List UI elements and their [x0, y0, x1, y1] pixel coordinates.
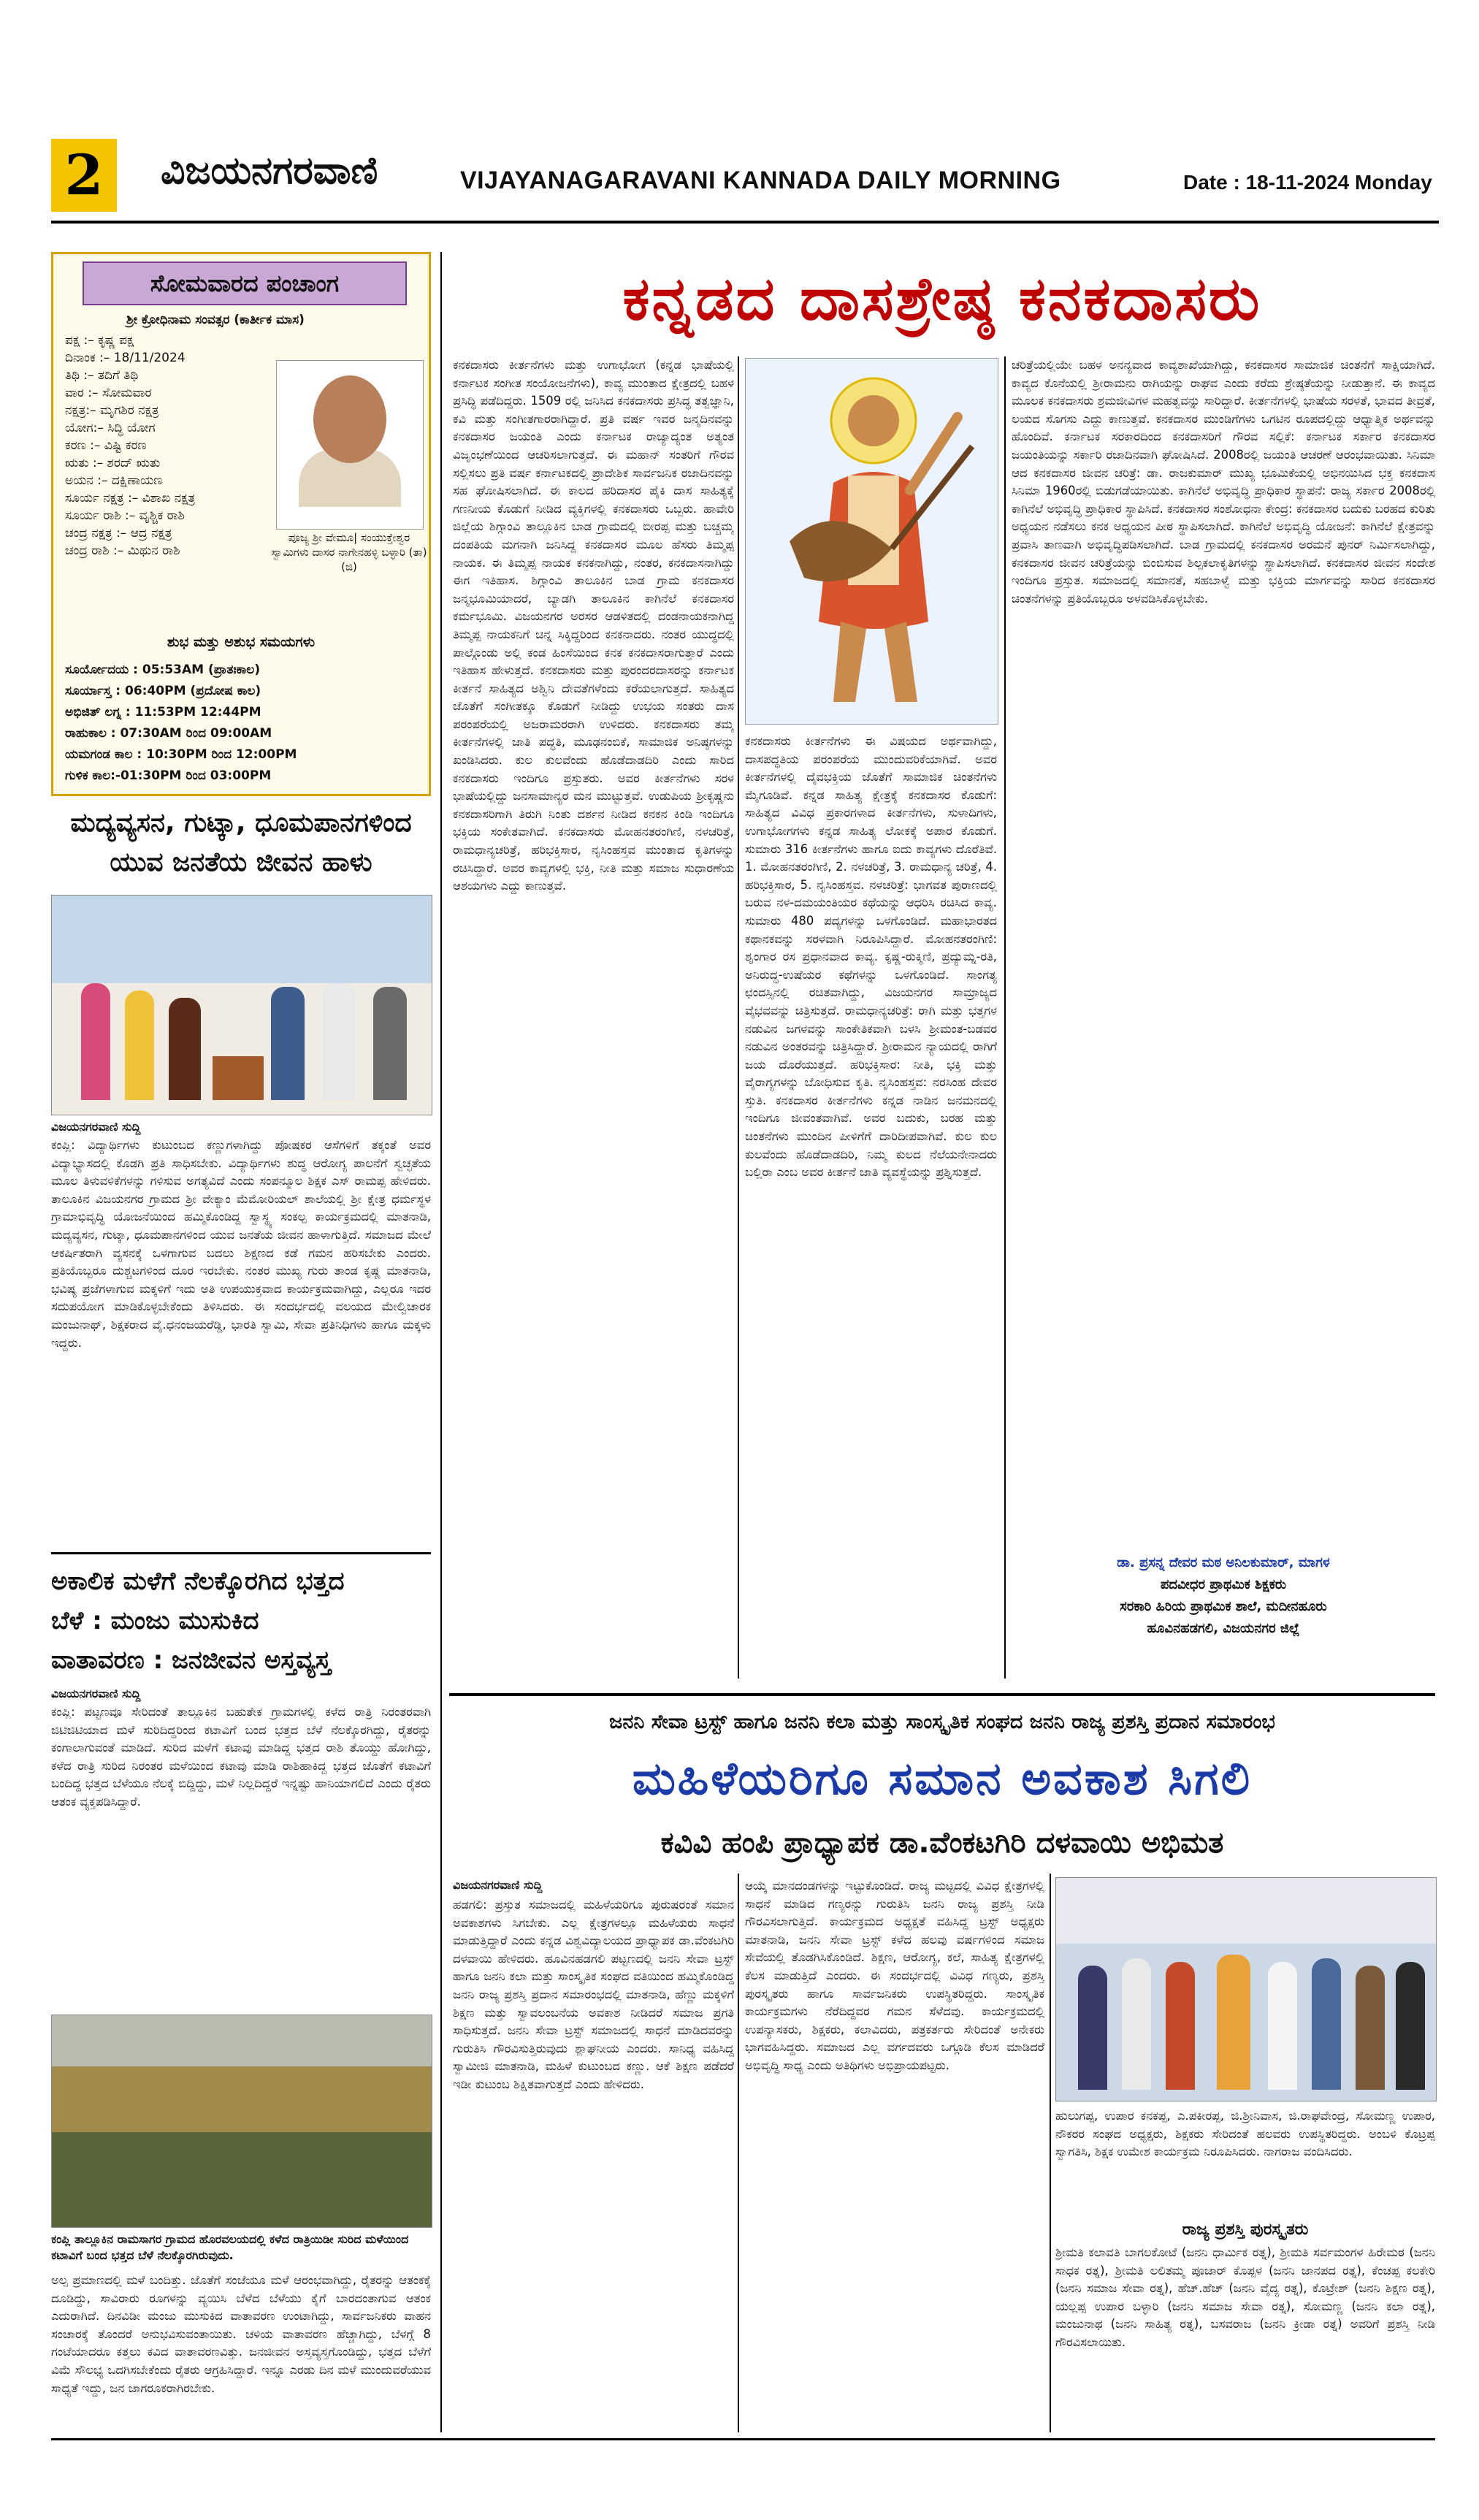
panchanga-line: ಚಂದ್ರ ನಕ್ಷತ್ರ :– ಆದ್ರ ನಕ್ಷತ್ರ	[65, 526, 172, 541]
kanakadasa-column-3: ಚರಿತ್ರೆಯಲ್ಲಿಯೇ ಬಹಳ ಅನನ್ಯವಾದ ಕಾವ್ಯಶಾಖೆಯಾಗಿದ್ದು, ಕನಕದಾಸರ ಸಾಮಾಜಿಕ ಚಿಂತನೆಗೆ ಸಾಕ್ಷಿಯಾಗಿದೆ. ಕಾವ್ಯದ ಕೊನೆಯಲ್ಲಿ ಶ್ರೀರಾಮನು ರಾಗಿಯನ್ನು ರಾಘವ ಎಂದು ಕರೆದು ಶ್ರೇಷ್ಠತೆಯನ್ನು ನೀಡುತ್ತಾನೆ. ಈ ಕಾವ್ಯದ ಮೂಲಕ ಕನಕದಾಸರು ಶ್ರಮಜೀವಿಗಳ ಮಹತ್ವವನ್ನು ಸಾರಿದ್ದಾರೆ. ಕೀರ್ತನೆಗಳಲ್ಲಿ ಭಾಷೆಯ ಸರಳತೆ, ಭಾವದ ತೀವ್ರತೆ, ಲಯದ ಸೊಗಸು ಎದ್ದು ಕಾಣುತ್ತವೆ. ಕನಕದಾಸರ ಮುಂಡಿಗೆಗಳು ಒಗಟಿನ ರೂಪದಲ್ಲಿದ್ದು ಆಧ್ಯಾತ್ಮಿಕ ಅರ್ಥವನ್ನು ಹೊಂದಿವೆ. ಕರ್ನಾಟಕ ಸರಕಾರದಿಂದ ಕನಕದಾಸರಿಗೆ ಗೌರವ ಸಲ್ಲಿಕೆ: ಕರ್ನಾಟಕ ಸರ್ಕಾರ ಕನಕದಾಸರ ಜಯಂತಿಯನ್ನು ಸರ್ಕಾರಿ ರಜಾದಿನವಾಗಿ ಘೋಷಿಸಿದೆ. 2008ರಲ್ಲಿ ಜಯಂತಿ ಆಚರಣೆ ಆರಂಭವಾಯಿತು. ಸಿನಿಮಾ ಆದ ಕನಕದಾಸರ ಜೀವನ ಚರಿತ್ರೆ: ಡಾ. ರಾಜಕುಮಾರ್ ಮುಖ್ಯ ಭೂಮಿಕೆಯಲ್ಲಿ ಅಭಿನಯಿಸಿದ ಭಕ್ತ ಕನಕದಾಸ ಸಿನಿಮಾ 1960ರಲ್ಲಿ ಬಿಡುಗಡೆಯಾಯಿತು. ಕಾಗಿನೆಲೆ ಅಭಿವೃದ್ಧಿ ಪ್ರಾಧಿಕಾರ ಸ್ಥಾಪನೆ: ರಾಜ್ಯ ಸರ್ಕಾರ 2008ರಲ್ಲಿ ಕಾಗಿನೆಲೆ ಅಭಿವೃದ್ಧಿ ಪ್ರಾಧಿಕಾರ ಸ್ಥಾಪಿಸಿದೆ. ಕನಕದಾಸರ ಸಂಶೋಧನಾ ಕೇಂದ್ರ: ಕನಕದಾಸರ ಬದುಕು ಬರಹದ ಕುರಿತು ಅಧ್ಯಯನ ನಡೆಸಲು ಕನಕ ಅಧ್ಯಯನ ಪೀಠ ಸ್ಥಾಪಿಸಲಾಗಿದೆ. ಕಾಗಿನೆಲೆ ಅಭಿವೃದ್ಧಿ ಯೋಜನೆ: ಕಾಗಿನೆಲೆ ಕ್ಷೇತ್ರವನ್ನು ಪ್ರವಾಸಿ ತಾಣವಾಗಿ ಅಭಿವೃದ್ಧಿಪಡಿಸಲಾಗಿದೆ. ಬಾಡ ಗ್ರಾಮದಲ್ಲಿ ಕನಕದಾಸರ ಅರಮನೆ ಪುನರ್ ನಿರ್ಮಿಸಲಾಗಿದ್ದು, ಕನಕದಾಸರ ಜೀವನ ಚರಿತ್ರೆಯನ್ನು ಬಿಂಬಿಸುವ ಶಿಲ್ಪಕಲಾಕೃತಿಗಳನ್ನು ಸ್ಥಾಪಿಸಲಾಗಿದೆ. ಕನಕದಾಸರ ಜೀವನ ಸಂದೇಶ ಇಂದಿಗೂ ಪ್ರಸ್ತುತ. ಸಮಾಜದಲ್ಲಿ ಸಮಾನತೆ, ಸಹಬಾಳ್ವೆ ಮತ್ತು ಭಕ್ತಿಯ ಮಾರ್ಗವನ್ನು ಸಾರಿದ ಕನಕದಾಸರ ಚಿಂತನೆಗಳನ್ನು ಪ್ರತಿಯೊಬ್ಬರೂ ಅಳವಡಿಸಿಕೊಳ್ಳಬೇಕು.	[1012, 358, 1435, 606]
kanakadasa-col-divider	[738, 356, 739, 1679]
panchanga-title: ಸೋಮವಾರದ ಪಂಚಾಂಗ	[83, 261, 407, 305]
swamiji-photo	[276, 360, 424, 530]
panchanga-line: ಋತು :– ಶರದ್ ಋತು	[65, 456, 161, 470]
youth-story-headline	[51, 803, 431, 882]
rain-story-headline	[51, 1562, 431, 1680]
panchanga-line: ದಿನಾಂಕ :– 18/11/2024	[65, 351, 186, 365]
time-sunrise: ಸೂರ್ಯೋದಯ : 05:53AM (ಪ್ರಾತಃಕಾಲ)	[65, 663, 261, 677]
women-story-subheadline: ಕವಿವಿ ಹಂಪಿ ಪ್ರಾಧ್ಯಾಪಕ ಡಾ.ವೆಂಕಟಗಿರಿ ದಳವಾಯಿ ಅಭಿಮತ	[660, 1826, 1224, 1860]
panchanga-line: ಪಕ್ಷ :– ಕೃಷ್ಣ ಪಕ್ಷ	[65, 333, 134, 348]
youth-story-photo	[51, 895, 432, 1115]
women-story-column-3: ಹುಲುಗಪ್ಪ, ಉಪಾರ ಕನಕಪ್ಪ, ಎ.ಪಕೀರಪ್ಪ, ಜಿ.ಶ್ರೀನಿವಾಸ, ಜಿ.ರಾಘವೇಂದ್ರ, ಸೋಮಣ್ಣ ಉಪಾರ, ನೌಕರರ ಸಂಘದ ಅಧ್ಯಕ್ಷರು, ಶಿಕ್ಷಕರು ಸೇರಿದಂತೆ ಹಲವರು ಉಪಸ್ಥಿತರಿದ್ದರು. ಅಂಬಳಿ ಕೊಟ್ರಪ್ಪ ಸ್ವಾಗತಿಸಿ, ಶಿಕ್ಷಕ ಉಮೇಶ ಕಾರ್ಯಕ್ರಮ ನಿರೂಪಿಸಿದರು. ನಾಗರಾಜ ವಂದಿಸಿದರು.	[1055, 2109, 1435, 2159]
person-shape	[1312, 1958, 1341, 2090]
women-col-divider	[1050, 1874, 1051, 2432]
women-story-photo	[1055, 1877, 1437, 2101]
issue-date: Date : 18-11-2024 Monday	[1183, 171, 1432, 194]
stage-backdrop-shape	[1056, 1878, 1436, 1944]
women-story-kicker: ಜನನಿ ಸೇವಾ ಟ್ರಸ್ಟ್ ಹಾಗೂ ಜನನಿ ಕಲಾ ಮತ್ತು ಸಾಂಸ್ಕೃತಿಕ ಸಂಘದ ಜನನಿ ರಾಜ್ಯ ಪ್ರಶಸ್ತಿ ಪ್ರದಾನ ಸಮಾರಂಭ	[609, 1711, 1275, 1733]
masthead-rule	[51, 221, 1439, 224]
field-shape	[52, 2132, 432, 2227]
time-yamaganda: ಯಮಗಂಡ ಕಾಲ : 10:30PM ರಿಂದ 12:00PM	[65, 747, 297, 762]
time-rahukala: ರಾಹುಕಾಲ : 07:30AM ರಿಂದ 09:00AM	[65, 726, 272, 741]
youth-headline-line: ಮದ್ಯವ್ಯಸನ, ಗುಟ್ಕಾ, ಧೂಮಪಾನಗಳಿಂದ	[70, 808, 412, 838]
person-shape	[1268, 1962, 1297, 2090]
rain-headline-line: ಅಕಾಲಿಕ ಮಳೆಗೆ ನೆಲಕ್ಕೊರಗಿದ ಭತ್ತದ	[51, 1567, 345, 1596]
panchanga-box	[51, 252, 431, 796]
women-story-headline: ಮಹಿಳೆಯರಿಗೂ ಸಮಾನ ಅವಕಾಶ ಸಿಗಲಿ	[632, 1752, 1253, 1805]
author-name: ಡಾ. ಪ್ರಸನ್ನ ದೇವರ ಮಠ ಅನಿಲಕುಮಾರ್, ಮಾಗಳ	[1117, 1555, 1330, 1570]
person-shape	[1078, 1966, 1107, 2090]
panchanga-line: ವಾರ :– ಸೋಮವಾರ	[65, 386, 152, 400]
person-shape	[81, 983, 110, 1100]
panchanga-samvatsara: ಶ್ರೀ ಕ್ರೋಧಿನಾಮ ಸಂವತ್ಸರ (ಕಾರ್ತೀಕ ಮಾಸ)	[126, 313, 305, 327]
panchanga-line: ಚಂದ್ರ ರಾಶಿ :– ಮಿಥುನ ರಾಶಿ	[65, 543, 180, 558]
panchanga-line: ಸೂರ್ಯ ನಕ್ಷತ್ರ :– ವಿಶಾಖ ನಕ್ಷತ್ರ	[65, 491, 196, 505]
panchanga-line: ಕರಣ :– ವಿಷ್ಟಿ ಕರಣ	[65, 438, 147, 453]
rain-story-byline: ವಿಜಯನಗರವಾಣಿ ಸುದ್ದಿ	[51, 1687, 141, 1700]
person-shape	[1396, 1962, 1425, 2090]
panchanga-times-title: ಶುಭ ಮತ್ತು ಅಶುಭ ಸಮಯಗಳು	[167, 634, 316, 650]
youth-story-body: ಕಂಪ್ಲಿ: ವಿದ್ಯಾರ್ಥಿಗಳು ಕುಟುಂಬದ ಕಣ್ಣುಗಳಾಗಿದ್ದು ಪೋಷಕರ ಆಸೆಗಳಿಗೆ ತಕ್ಕಂತೆ ಅವರ ವಿದ್ಯಾಭ್ಯಾಸದಲ್ಲಿ ಕೊಡಗಿ ಪ್ರತಿ ಸಾಧಿಸಬೇಕು. ವಿದ್ಯಾರ್ಥಿಗಳು ಶುದ್ಧ ಆರೋಗ್ಯ ಪಾಲನೆಗೆ ಸ್ವಚ್ಛತೆಯ ಮೂಲ ತಿಳುವಳಿಕೆಗಳನ್ನು ಗಳಿಸುವ ಅಗತ್ಯವಿದೆ ಎಂದು ಸಂಪನ್ಮೂಲ ಶಿಕ್ಷಕ ಎಸ್ ರಾಮಪ್ಪ ಹೇಳಿದರು. ತಾಲೂಕಿನ ವಿಜಯನಗರ ಗ್ರಾಮದ ಶ್ರೀ ವೇಕ್ಯಾಂ ಮೆಮೋರಿಯಲ್ ಶಾಲೆಯಲ್ಲಿ ಶ್ರೀ ಕ್ಷೇತ್ರ ಧರ್ಮಸ್ಥಳ ಗ್ರಾಮಾಭಿವೃದ್ಧಿ ಯೋಜನೆಯಿಂದ ಹಮ್ಮಿಕೊಂಡಿದ್ದ ಸ್ವಾಸ್ಥ್ಯ ಸಂಕಲ್ಪ ಕಾರ್ಯಕ್ರಮದಲ್ಲಿ ಮಾತನಾಡಿ, ಮದ್ಯವ್ಯಸನ, ಗುಟ್ಕಾ, ಧೂಮಪಾನಗಳಿಂದ ಯುವ ಜನತೆಯ ಜೀವನ ಹಾಳಾಗುತ್ತಿದೆ. ಸಮಾಜದ ಮೇಲೆ ಆಕರ್ಷಿತರಾಗಿ ವ್ಯಸನಕ್ಕೆ ಒಳಗಾಗುವ ಬದಲು ಶಿಕ್ಷಣದ ಕಡೆ ಗಮನ ಹರಿಸಬೇಕು ಎಂದರು. ಪ್ರತಿಯೊಬ್ಬರೂ ದುಶ್ಚಟಗಳಿಂದ ದೂರ ಇರಬೇಕು. ನಂತರ ಮುಖ್ಯ ಗುರು ತಾಂಡ ಕೃಷ್ಣ ಮಾತನಾಡಿ, ಭವಿಷ್ಯ ಪ್ರಜೆಗಳಾಗುವ ಮಕ್ಕಳಿಗೆ ಇದು ಅತಿ ಉಪಯುಕ್ತವಾದ ಕಾರ್ಯಕ್ರಮವಾಗಿದ್ದು, ಎಲ್ಲರೂ ಇದರ ಸದುಪಯೋಗ ಮಾಡಿಕೊಳ್ಳಬೇಕೆಂದು ತಿಳಿಸಿದರು. ಈ ಸಂದರ್ಭದಲ್ಲಿ ವಲಯದ ಮೇಲ್ವಿಚಾರಕ ಮಂಜುನಾಥ್, ಶಿಕ್ಷಕರಾದ ವೈ.ಧನಂಜಯರೆಡ್ಡಿ, ಭಾರತಿ ಸ್ವಾಮಿ, ಸೇವಾ ಪ್ರತಿನಿಧಿಗಳು ಹಾಗೂ ಮಕ್ಕಳು ಇದ್ದರು.	[51, 1138, 431, 1350]
crop-shape	[52, 2066, 432, 2132]
masthead	[51, 139, 1439, 226]
person-shape	[271, 987, 305, 1100]
kanakadasa-column-1: ಕನಕದಾಸರು ಕೀರ್ತನೆಗಳು ಮತ್ತು ಉಗಾಭೋಗ (ಕನ್ನಡ ಭಾಷೆಯಲ್ಲಿ ಕರ್ನಾಟಕ ಸಂಗೀತ ಸಂಯೋಜನೆಗಳು), ಕಾವ್ಯ ಮುಂತಾದ ಕ್ಷೇತ್ರದಲ್ಲಿ ಬಹಳ ಪ್ರಸಿದ್ಧಿ ಪಡೆದಿದ್ದರು. 1509 ರಲ್ಲಿ ಜನಿಸಿದ ಕನಕದಾಸರು ಪ್ರಸಿದ್ಧ ತತ್ವಜ್ಞಾನಿ, ಕವಿ ಮತ್ತು ಸಂಗೀತಗಾರರಾಗಿದ್ದಾರೆ. ಪ್ರತಿ ವರ್ಷ ಇವರ ಜನ್ಮದಿನವನ್ನು ಕನಕದಾಸರ ಜಯಂತಿ ಎಂದು ಕರ್ನಾಟಕ ರಾಜ್ಯಾದ್ಯಂತ ಅತ್ಯಂತ ವಿಜೃಂಭಣೆಯಿಂದ ಆಚರಿಸಲಾಗುತ್ತದೆ. ಈ ಮಹಾನ್ ಸಂತರಿಗೆ ಗೌರವ ಸಲ್ಲಿಸಲು ಪ್ರತಿ ವರ್ಷ ಕರ್ನಾಟಕದಲ್ಲಿ ಪ್ರಾದೇಶಿಕ ಸಾರ್ವಜನಿಕ ರಜಾದಿನವನ್ನು ಸಹ ಘೋಷಿಸಲಾಗಿದೆ. ಈ ಕಾಲದ ಹರಿದಾಸರ ಪೈಕಿ ದಾಸ ಸಾಹಿತ್ಯಕ್ಕೆ ಗಣನೀಯ ಕೊಡುಗೆ ನೀಡಿದ ವ್ಯಕ್ತಿಗಳಲ್ಲಿ ಕನಕದಾಸರು ಒಬ್ಬರು. ಹಾವೇರಿ ಜಿಲ್ಲೆಯ ಶಿಗ್ಗಾಂವಿ ತಾಲ್ಲೂಕಿನ ಬಾಡ ಗ್ರಾಮದಲ್ಲಿ ಬೀರಪ್ಪ ಮತ್ತು ಬಚ್ಚಮ್ಮ ದಂಪತಿಯ ಮಗನಾಗಿ ಜನಿಸಿದ್ದ ಕನಕದಾಸರ ಮೂಲ ಹೆಸರು ತಿಮ್ಮಪ್ಪ ನಾಯಕ. ಈ ತಿಮ್ಮಪ್ಪ ನಾಯಕ ಕನಕನಾಗಿದ್ದು, ನಂತರ, ಕನಕದಾಸನಾಗಿದ್ದು ಈಗ ಇತಿಹಾಸ. ಶಿಗ್ಗಾಂವಿ ತಾಲೂಕಿನ ಬಾಡ ಗ್ರಾಮ ಕನಕದಾಸರ ಜನ್ಮಭೂಮಿಯಾದರೆ, ಬ್ಯಾಡಗಿ ತಾಲೂಕಿನ ಕಾಗಿನೆಲೆ ಕನಕದಾಸರ ಕರ್ಮಭೂಮಿ. ವಿಜಯನಗರ ಅರಸರ ಆಡಳಿತದಲ್ಲಿ ದಂಡನಾಯಕನಾಗಿದ್ದ ತಿಮ್ಮಪ್ಪ ನಾಯಕನಿಗೆ ಚಿನ್ನ ಸಿಕ್ಕಿದ್ದರಿಂದ ಕನಕನಾದರು. ನಂತರ ಯುದ್ಧದಲ್ಲಿ ಪಾಲ್ಗೊಂಡು ಅಲ್ಲಿ ಕಂಡ ಹಿಂಸೆಯಿಂದ ಕನಕ ಕನಕದಾಸರಾಗುತ್ತಾರೆ ಎಂದು ಇತಿಹಾಸ ಹೇಳುತ್ತದೆ. ಕನಕದಾಸರು ಮತ್ತು ಪುರಂದರದಾಸರನ್ನು ಕರ್ನಾಟಕ ಕೀರ್ತನೆ ಸಾಹಿತ್ಯದ ಅಶ್ವಿನಿ ದೇವತೆಗಳೆಂದು ಕರೆಯಲಾಗುತ್ತದೆ. ಸಾಹಿತ್ಯದ ಜೊತೆಗೆ ಸಂಗೀತಕ್ಕೂ ಕೊಡುಗೆ ನೀಡಿದ್ದು ಉಭಯ ಸಂತರು ದಾಸ ಪರಂಪರೆಯಲ್ಲಿ ಅಜರಾಮರರಾಗಿ ಉಳಿದರು. ಕನಕದಾಸರು ತಮ್ಮ ಕೀರ್ತನೆಗಳಲ್ಲಿ ಜಾತಿ ಪದ್ಧತಿ, ಮೂಢನಂಬಿಕೆ, ಸಾಮಾಜಿಕ ಅನಿಷ್ಠಗಳನ್ನು ಖಂಡಿಸಿದರು. ಕುಲ ಕುಲವೆಂದು ಹೊಡೆದಾಡದಿರಿ ಎಂದು ಸಾರಿದ ಕನಕದಾಸರು ಇಂದಿಗೂ ಪ್ರಸ್ತುತರು. ಅವರ ಕೀರ್ತನೆಗಳು ಸರಳ ಭಾಷೆಯಲ್ಲಿದ್ದು ಜನಸಾಮಾನ್ಯರ ಮನ ಮುಟ್ಟುತ್ತವೆ. ಉಡುಪಿಯ ಶ್ರೀಕೃಷ್ಣನು ಕನಕದಾಸರಿಗಾಗಿ ತಿರುಗಿ ನಿಂತು ದರ್ಶನ ನೀಡಿದ ಕನಕನ ಕಿಂಡಿ ಇಂದಿಗೂ ಭಕ್ತಿಯ ಸಂಕೇತವಾಗಿದೆ. ಕನಕದಾಸರು ಮೋಹನತರಂಗಿಣಿ, ನಳಚರಿತ್ರೆ, ರಾಮಧಾನ್ಯಚರಿತ್ರೆ, ಹರಿಭಕ್ತಿಸಾರ, ನೃಸಿಂಹಸ್ತವ ಮುಂತಾದ ಕೃತಿಗಳನ್ನು ರಚಿಸಿದ್ದಾರೆ. ಅವರ ಕಾವ್ಯಗಳಲ್ಲಿ ಭಕ್ತಿ, ನೀತಿ ಮತ್ತು ಸಮಾಜ ಸುಧಾರಣೆಯ ಆಶಯಗಳು ಎದ್ದು ಕಾಣುತ್ತವೆ.	[453, 358, 734, 893]
rain-photo-caption: ಕಂಪ್ಲಿ ತಾಲ್ಲೂಕಿನ ರಾಮಸಾಗರ ಗ್ರಾಮದ ಹೊರವಲಯದಲ್ಲಿ ಕಳೆದ ರಾತ್ರಿಯಿಡೀ ಸುರಿದ ಮಳೆಯಿಂದ ಕಟಾವಿಗೆ ಬಂದ ಭತ್ತದ ಬೆಳೆ ನೆಲಕ್ಕೊರಗಿರುವುದು.	[51, 2232, 409, 2262]
time-gulika: ಗುಳಿಕ ಕಾಲ:-01:30PM ರಿಂದ 03:00PM	[65, 768, 272, 783]
kanakadasa-column-2: ಕನಕದಾಸರು ಕೀರ್ತನೆಗಳು ಈ ವಿಷಯದ ಅರ್ಥವಾಗಿದ್ದು, ದಾಸಪದ್ಧತಿಯ ಪರಂಪರೆಯ ಮುಂದುವರಿಕೆಯಾಗಿವೆ. ಅವರ ಕೀರ್ತನೆಗಳಲ್ಲಿ ದೈವಭಕ್ತಿಯ ಜೊತೆಗೆ ಸಾಮಾಜಿಕ ಚಿಂತನೆಗಳು ಮೈಗೂಡಿವೆ. ಕನ್ನಡ ಸಾಹಿತ್ಯ ಕ್ಷೇತ್ರಕ್ಕೆ ಕನಕದಾಸರ ಕೊಡುಗೆ: ಸಾಹಿತ್ಯದ ವಿವಿಧ ಪ್ರಕಾರಗಳಾದ ಕೀರ್ತನೆಗಳು, ಸುಳಾದಿಗಳು, ಉಗಾಭೋಗಗಳು ಕನ್ನಡ ಸಾಹಿತ್ಯ ಲೋಕಕ್ಕೆ ಅಪಾರ ಕೊಡುಗೆ. ಸುಮಾರು 316 ಕೀರ್ತನೆಗಳು ಹಾಗೂ ಐದು ಕಾವ್ಯಗಳು ದೊರೆತಿವೆ. 1. ಮೋಹನತರಂಗಿಣಿ, 2. ನಳಚರಿತ್ರೆ, 3. ರಾಮಧಾನ್ಯ ಚರಿತ್ರೆ, 4. ಹರಿಭಕ್ತಿಸಾರ, 5. ನೃಸಿಂಹಸ್ತವ. ನಳಚರಿತ್ರೆ: ಭಾಗವತ ಪುರಾಣದಲ್ಲಿ ಬರುವ ನಳ-ದಮಯಂತಿಯರ ಕಥೆಯನ್ನು ಆಧರಿಸಿ ರಚಿಸಿದ ಕಾವ್ಯ. ಸುಮಾರು 480 ಪದ್ಯಗಳನ್ನು ಒಳಗೊಂಡಿದೆ. ಮಹಾಭಾರತದ ಕಥಾನಕವನ್ನು ಸರಳವಾಗಿ ನಿರೂಪಿಸಿದ್ದಾರೆ. ಮೋಹನತರಂಗಿಣಿ: ಶೃಂಗಾರ ರಸ ಪ್ರಧಾನವಾದ ಕಾವ್ಯ. ಕೃಷ್ಣ-ರುಕ್ಮಿಣಿ, ಪ್ರದ್ಯುಮ್ನ-ರತಿ, ಅನಿರುದ್ಧ-ಉಷೆಯರ ಕಥೆಗಳನ್ನು ಒಳಗೊಂಡಿದೆ. ಸಾಂಗತ್ಯ ಛಂದಸ್ಸಿನಲ್ಲಿ ರಚಿತವಾಗಿದ್ದು, ವಿಜಯನಗರ ಸಾಮ್ರಾಜ್ಯದ ವೈಭವವನ್ನು ಚಿತ್ರಿಸುತ್ತದೆ. ರಾಮಧಾನ್ಯಚರಿತ್ರೆ: ರಾಗಿ ಮತ್ತು ಭತ್ತಗಳ ನಡುವಿನ ಜಗಳವನ್ನು ಸಾಂಕೇತಿಕವಾಗಿ ಬಳಸಿ ಶ್ರೀಮಂತ-ಬಡವರ ನಡುವಿನ ಅಂತರವನ್ನು ಚಿತ್ರಿಸಿದ್ದಾರೆ. ಶ್ರೀರಾಮನ ನ್ಯಾಯದಲ್ಲಿ ರಾಗಿಗೆ ಜಯ ದೊರೆಯುತ್ತದೆ. ಹರಿಭಕ್ತಿಸಾರ: ನೀತಿ, ಭಕ್ತಿ ಮತ್ತು ವೈರಾಗ್ಯಗಳನ್ನು ಬೋಧಿಸುವ ಕೃತಿ. ನೃಸಿಂಹಸ್ತವ: ನರಸಿಂಹ ದೇವರ ಸ್ತುತಿ. ಕನಕದಾಸರ ಕೀರ್ತನೆಗಳು ಕನ್ನಡ ನಾಡಿನ ಜನಮನದಲ್ಲಿ ಇಂದಿಗೂ ಜೀವಂತವಾಗಿವೆ. ಅವರ ಬದುಕು, ಬರಹ ಮತ್ತು ಚಿಂತನೆಗಳು ಮುಂದಿನ ಪೀಳಿಗೆಗೆ ದಾರಿದೀಪವಾಗಿವೆ. ಕುಲ ಕುಲ ಕುಲವೆಂದು ಹೊಡೆದಾಡದಿರಿ, ನಿಮ್ಮ ಕುಲದ ನೆಲೆಯನೇನಾದರು ಬಲ್ಲಿರಾ ಎಂಬ ಅವರ ಕೀರ್ತನೆ ಜಾತಿ ವ್ಯವಸ್ಥೆಯನ್ನು ಪ್ರಶ್ನಿಸುತ್ತದೆ.	[745, 734, 997, 1180]
swamiji-caption: ಪೂಜ್ಯ ಶ್ರೀ ವೇಮೂ| ಸಂಯುಕ್ತೇಶ್ವರ ಸ್ವಾಮಿಗಳು ದಾಸರ ನಾಗೇನಹಳ್ಳಿ ಬಳ್ಳಾರಿ (ತಾ)(ಜಿ)	[271, 531, 427, 573]
rain-headline-line: ವಾತಾವರಣ : ಜನಜೀವನ ಅಸ್ತವ್ಯಸ್ತ	[51, 1646, 331, 1675]
masthead-brand-kannada: ವಿಜಯನಗರವಾಣಿ	[161, 149, 378, 193]
panchanga-lines	[65, 332, 273, 560]
rain-story-body-2: ಅಲ್ಪ ಪ್ರಮಾಣದಲ್ಲಿ ಮಳೆ ಬಂದಿತ್ತು. ಜೊತೆಗೆ ಸಂಜೆಯೂ ಮಳೆ ಆರಂಭವಾಗಿದ್ದು, ರೈತರನ್ನು ಆತಂಕಕ್ಕೆ ದೂಡಿದ್ದು, ಸಾವಿರಾರು ರೂಗಳನ್ನು ವ್ಯಯಿಸಿ ಬೆಳೆದ ಬೆಳೆಯು ಕೈಗೆ ಬಾರದಂತಾಗುವ ಆತಂಕ ಎದುರಾಗಿದೆ. ದಿನವಿಡೀ ಮಂಜು ಮುಸುಕಿದ ವಾತಾವರಣ ಉಂಟಾಗಿದ್ದು, ಸಾರ್ವಜನಿಕರು ವಾಹನ ಸಂಚಾರಕ್ಕೆ ತೊಂದರೆ ಅನುಭವಿಸುವಂತಾಯಿತು. ಚಳಿಯ ವಾತಾವರಣ ಹೆಚ್ಚಾಗಿದ್ದು, ಬೆಳಗ್ಗೆ 8 ಗಂಟೆಯಾದರೂ ಕತ್ತಲು ಕವಿದ ವಾತಾವರಣವಿತ್ತು. ಜನಜೀವನ ಅಸ್ತವ್ಯಸ್ತಗೊಂಡಿದ್ದು, ಭತ್ತದ ಬೆಳೆಗೆ ವಿಮೆ ಸೌಲಭ್ಯ ಒದಗಿಸಬೇಕೆಂದು ರೈತರು ಆಗ್ರಹಿಸಿದ್ದಾರೆ. ಇನ್ನೂ ಎರಡು ದಿನ ಮಳೆ ಮುಂದುವರೆಯುವ ಸಾಧ್ಯತೆ ಇದ್ದು, ಜನ ಜಾಗರೂಕರಾಗಿರಬೇಕು.	[51, 2273, 431, 2395]
rain-story-body-1: ಕಂಪ್ಲಿ: ಪಟ್ಟಣವೂ ಸೇರಿದಂತೆ ತಾಲ್ಲೂಕಿನ ಬಹುತೇಕ ಗ್ರಾಮಗಳಲ್ಲಿ ಕಳೆದ ರಾತ್ರಿ ನಿರಂತರವಾಗಿ ಜಿಟಿಜಿಟಿಯಾದ ಮಳೆ ಸುರಿದಿದ್ದರಿಂದ ಕಟಾವಿಗೆ ಬಂದ ಭತ್ತದ ಬೆಳೆ ನೆಲಕ್ಕೊರಗಿದ್ದು, ರೈತರನ್ನು ಕಂಗಾಲಾಗುವಂತೆ ಮಾಡಿದೆ. ಸುರಿದ ಮಳೆಗೆ ಕಟಾವು ಮಾಡಿದ್ದ ಭತ್ತದ ರಾಶಿ ತೊಯ್ದು ಹೋಗಿದ್ದು, ಕಳೆದ ರಾತ್ರಿ ಸುರಿದ ನಿರಂತರ ಮಳೆಯಿಂದ ಕಟಾವು ಮಾಡಿ ರಾಶಿಹಾಕಿದ್ದ ಭತ್ತದ ಜೊತೆಗೆ ಕಟಾವಿಗೆ ಬಂದಿದ್ದ ಭತ್ತದ ಬೆಳೆಯೂ ನೆಲಕ್ಕೆ ಬಿದ್ದಿದ್ದು, ಮಳೆ ನಿಲ್ಲದಿದ್ದರೆ ಇನ್ನಷ್ಟು ಹಾನಿಯಾಗಲಿದೆ ಎಂದು ರೈತರು ಆತಂಕ ವ್ಯಕ್ತಪಡಿಸಿದ್ದಾರೆ.	[51, 1705, 431, 1809]
women-story-column-1: ಹಡಗಲಿ: ಪ್ರಸ್ತುತ ಸಮಾಜದಲ್ಲಿ ಮಹಿಳೆಯರಿಗೂ ಪುರುಷರಂತೆ ಸಮಾನ ಅವಕಾಶಗಳು ಸಿಗಬೇಕು. ಎಲ್ಲ ಕ್ಷೇತ್ರಗಳಲ್ಲೂ ಮಹಿಳೆಯರು ಸಾಧನೆ ಮಾಡುತ್ತಿದ್ದಾರೆ ಎಂದು ಕನ್ನಡ ವಿಶ್ವವಿದ್ಯಾಲಯದ ಪ್ರಾಧ್ಯಾಪಕ ಡಾ.ವೆಂಕಟಗಿರಿ ದಳವಾಯಿ ಹೇಳಿದರು. ಹೂವಿನಹಡಗಲಿ ಪಟ್ಟಣದಲ್ಲಿ ಜನನಿ ಸೇವಾ ಟ್ರಸ್ಟ್ ಹಾಗೂ ಜನನಿ ಕಲಾ ಮತ್ತು ಸಾಂಸ್ಕೃತಿಕ ಸಂಘದ ವತಿಯಿಂದ ಹಮ್ಮಿಕೊಂಡಿದ್ದ ಜನನಿ ರಾಜ್ಯ ಪ್ರಶಸ್ತಿ ಪ್ರದಾನ ಸಮಾರಂಭದಲ್ಲಿ ಮಾತನಾಡಿ, ಹೆಣ್ಣು ಮಕ್ಕಳಿಗೆ ಶಿಕ್ಷಣ ಮತ್ತು ಸ್ವಾವಲಂಬನೆಯ ಅವಕಾಶ ನೀಡಿದರೆ ಸಮಾಜ ಪ್ರಗತಿ ಸಾಧಿಸುತ್ತದೆ. ಜನನಿ ಸೇವಾ ಟ್ರಸ್ಟ್ ಸಮಾಜದಲ್ಲಿ ಸಾಧನೆ ಮಾಡಿದವರನ್ನು ಗುರುತಿಸಿ ಗೌರವಿಸುತ್ತಿರುವುದು ಶ್ಲಾಘನೀಯ ಎಂದರು. ಸಾನಿಧ್ಯ ವಹಿಸಿದ್ದ ಸ್ವಾಮೀಜಿ ಮಾತನಾಡಿ, ಮಹಿಳೆ ಕುಟುಂಬದ ಕಣ್ಣು. ಆಕೆ ಶಿಕ್ಷಣ ಪಡೆದರೆ ಇಡೀ ಕುಟುಂಬ ಶಿಕ್ಷಿತವಾಗುತ್ತದೆ ಎಂದು ಹೇಳಿದರು.	[453, 1898, 734, 2091]
rain-headline-line: ಬೆಳೆ : ಮಂಜು ಮುಸುಕಿದ	[51, 1606, 259, 1635]
rain-story-photo	[51, 2015, 432, 2228]
person-shape	[1217, 1955, 1250, 2090]
panchanga-line: ತಿಥಿ :– ತದಿಗೆ ತಿಥಿ	[65, 368, 139, 383]
kanakadasa-headline: ಕನ್ನಡದ ದಾಸಶ್ರೇಷ್ಠ ಕನಕದಾಸರು	[622, 264, 1262, 334]
kanakadasa-author	[1012, 1552, 1435, 1640]
person-shape	[322, 983, 356, 1100]
panchanga-line: ಸೂರ್ಯ ರಾಶಿ :– ವೃಶ್ಚಿಕ ರಾಶಿ	[65, 508, 185, 523]
section-rule	[51, 1552, 431, 1554]
author-title: ಪದವೀಧರ ಪ್ರಾಥಮಿಕ ಶಿಕ್ಷಕರು	[1160, 1577, 1287, 1592]
photo-banner-shape	[52, 896, 432, 983]
kanakadasa-col-divider	[1004, 356, 1006, 1679]
panchanga-line: ಯೋಗ:– ಸಿದ್ಧಿ ಯೋಗ	[65, 421, 156, 435]
time-abhijit: ಅಭಿಜಿತ್ ಲಗ್ನ : 11:53PM 12:44PM	[65, 705, 261, 719]
youth-story-byline: ವಿಜಯನಗರವಾಣಿ ಸುದ್ದಿ	[51, 1120, 141, 1134]
person-shape	[373, 987, 407, 1100]
panchanga-line: ನಕ್ಷತ್ರ:– ಮೃಗಶಿರ ನಕ್ಷತ್ರ	[65, 403, 159, 418]
women-story-byline: ವಿಜಯನಗರವಾಣಿ ಸುದ್ದಿ	[453, 1878, 543, 1892]
person-shape	[1166, 1962, 1195, 2090]
kanakadasa-figure-icon	[746, 359, 998, 724]
person-shape	[1122, 1958, 1151, 2090]
section-rule	[449, 1693, 1435, 1696]
person-shape	[1356, 1966, 1385, 2090]
author-place: ಹೂವಿನಹಡಗಲಿ, ವಿಜಯನಗರ ಜಿಲ್ಲೆ	[1147, 1621, 1300, 1636]
kanakadasa-illustration	[745, 358, 998, 725]
awards-list: ಶ್ರೀಮತಿ ಕಲಾವತಿ ಬಾಗಲಕೋಟೆ (ಜನನಿ ಧಾರ್ಮಿಕ ರತ್ನ), ಶ್ರೀಮತಿ ಸರ್ವಮಂಗಳ ಹಿರೇಮಠ (ಜನನಿ ಸಾಧಕ ರತ್ನ), ಶ್ರೀಮತಿ ಲಲಿತಮ್ಮ ಪೂಜಾರ್ ಕೊಪ್ಪಳ (ಜನನಿ ಜಾನಪದ ರತ್ನ), ಕೆಂಚಪ್ಪ ಕಲಕೇರಿ (ಜನನಿ ಸಮಾಜ ಸೇವಾ ರತ್ನ), ಹೆಚ್.ಹೆಚ್ (ಜನನಿ ವೈದ್ಯ ರತ್ನ), ಕೊಟ್ರೇಶ್ (ಜನನಿ ಶಿಕ್ಷಣ ರತ್ನ), ಯಲ್ಲಪ್ಪ ಉಪಾರ ಬಳ್ಳಾರಿ (ಜನನಿ ಸಮಾಜ ಸೇವಾ ರತ್ನ), ಸೋಮಣ್ಣ (ಜನನಿ ಕಲಾ ರತ್ನ), ಮಂಜುನಾಥ (ಜನನಿ ಸಾಹಿತ್ಯ ರತ್ನ), ಬಸವರಾಜ (ಜನನಿ ಕ್ರೀಡಾ ರತ್ನ) ಅವರಿಗೆ ಪ್ರಶಸ್ತಿ ನೀಡಿ ಗೌರವಿಸಲಾಯಿತು.	[1055, 2245, 1435, 2349]
panchanga-line: ಅಯನ :– ದಕ್ಷಿಣಾಯಣ	[65, 473, 163, 488]
masthead-brand-english: VIJAYANAGARAVANI KANNADA DAILY MORNING	[460, 167, 1061, 194]
person-shape	[169, 998, 201, 1100]
column-divider	[440, 252, 442, 2432]
panchanga-times	[65, 660, 423, 787]
lamp-stand-shape	[213, 1056, 264, 1100]
youth-headline-line: ಯುವ ಜನತೆಯ ಜೀವನ ಹಾಳು	[110, 847, 372, 877]
author-school: ಸರಕಾರಿ ಹಿರಿಯ ಪ್ರಾಥಮಿಕ ಶಾಲೆ, ಮದೀನಹೂರು	[1120, 1599, 1327, 1614]
time-sunset: ಸೂರ್ಯಾಸ್ತ : 06:40PM (ಪ್ರದೋಷ ಕಾಲ)	[65, 684, 261, 698]
page-bottom-rule	[51, 2438, 1435, 2440]
photo-face-shape	[313, 375, 386, 463]
page-number: 2	[51, 139, 117, 212]
person-shape	[125, 990, 154, 1100]
women-story-column-2: ಆಯ್ಕೆ ಮಾನದಂಡಗಳನ್ನು ಇಟ್ಟುಕೊಂಡಿದೆ. ರಾಜ್ಯ ಮಟ್ಟದಲ್ಲಿ ವಿವಿಧ ಕ್ಷೇತ್ರಗಳಲ್ಲಿ ಸಾಧನೆ ಮಾಡಿದ ಗಣ್ಯರನ್ನು ಗುರುತಿಸಿ ಜನನಿ ರಾಜ್ಯ ಪ್ರಶಸ್ತಿ ನೀಡಿ ಗೌರವಿಸಲಾಗುತ್ತಿದೆ. ಕಾರ್ಯಕ್ರಮದ ಅಧ್ಯಕ್ಷತೆ ವಹಿಸಿದ್ದ ಟ್ರಸ್ಟ್ ಅಧ್ಯಕ್ಷರು ಮಾತನಾಡಿ, ಜನನಿ ಸೇವಾ ಟ್ರಸ್ಟ್ ಕಳೆದ ಹಲವು ವರ್ಷಗಳಿಂದ ಸಮಾಜ ಸೇವೆಯಲ್ಲಿ ತೊಡಗಿಸಿಕೊಂಡಿದೆ. ಶಿಕ್ಷಣ, ಆರೋಗ್ಯ, ಕಲೆ, ಸಾಹಿತ್ಯ ಕ್ಷೇತ್ರಗಳಲ್ಲಿ ಕೆಲಸ ಮಾಡುತ್ತಿದೆ ಎಂದರು. ಈ ಸಂದರ್ಭದಲ್ಲಿ ವಿವಿಧ ಗಣ್ಯರು, ಪ್ರಶಸ್ತಿ ಪುರಸ್ಕೃತರು ಹಾಗೂ ಸಾರ್ವಜನಿಕರು ಉಪಸ್ಥಿತರಿದ್ದರು. ಸಾಂಸ್ಕೃತಿಕ ಕಾರ್ಯಕ್ರಮಗಳು ನೆರೆದಿದ್ದವರ ಗಮನ ಸೆಳೆದವು. ಕಾರ್ಯಕ್ರಮದಲ್ಲಿ ಉಪನ್ಯಾಸಕರು, ಶಿಕ್ಷಕರು, ಕಲಾವಿದರು, ಪತ್ರಕರ್ತರು ಸೇರಿದಂತೆ ಅನೇಕರು ಭಾಗವಹಿಸಿದ್ದರು. ಸಮಾಜದ ಎಲ್ಲ ವರ್ಗದವರು ಒಗ್ಗೂಡಿ ಕೆಲಸ ಮಾಡಿದರೆ ಅಭಿವೃದ್ಧಿ ಸಾಧ್ಯ ಎಂದು ಅತಿಥಿಗಳು ಅಭಿಪ್ರಾಯಪಟ್ಟರು.	[745, 1879, 1044, 2072]
women-col-divider	[738, 1874, 739, 2432]
sky-shape	[52, 2015, 432, 2066]
awards-title: ರಾಜ್ಯ ಪ್ರಶಸ್ತಿ ಪುರಸ್ಕೃತರು	[1182, 2221, 1309, 2239]
